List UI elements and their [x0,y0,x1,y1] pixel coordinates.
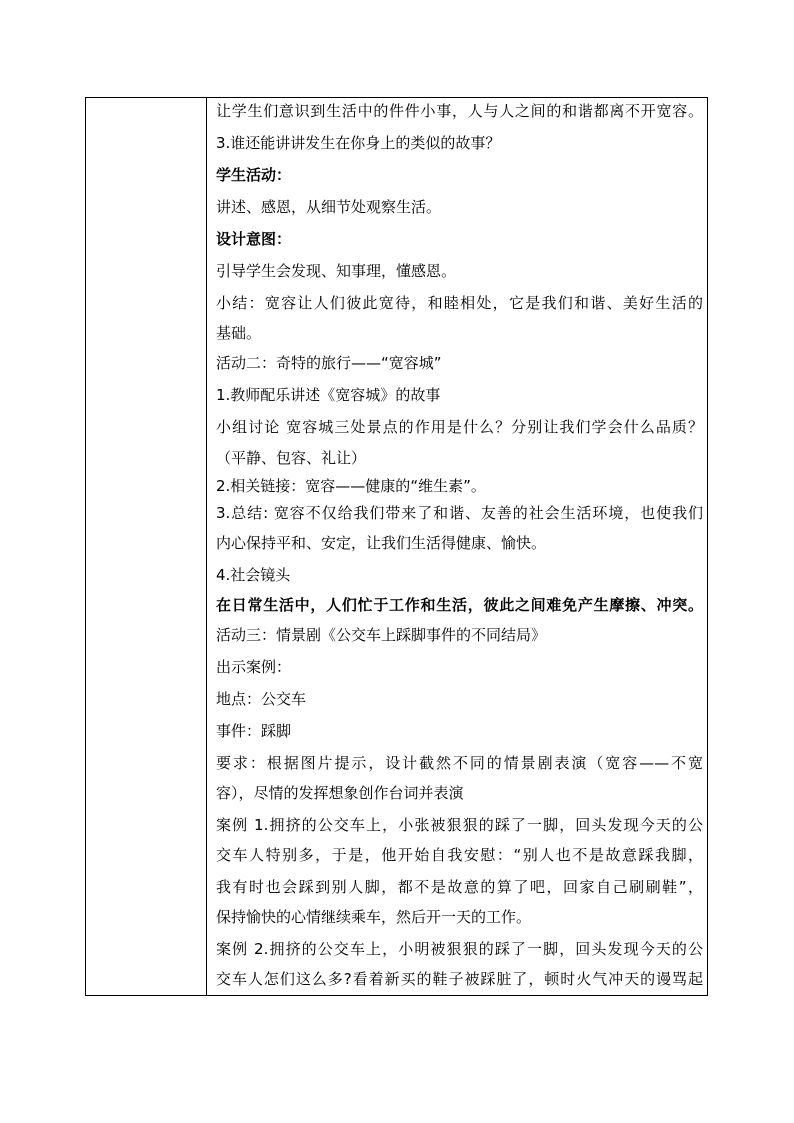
section-heading: 学生活动： [216,166,292,184]
lesson-table [85,97,708,996]
text-line: 要求：根据图片提示，设计截然不同的情景剧表演（宽容——不宽 [216,754,703,772]
section-heading: 设计意图： [216,230,292,248]
text-line: 内心保持平和、安定，让我们生活得健康、愉快。 [216,534,547,552]
text-line: 让学生们意识到生活中的件件小事，人与人之间的和谐都离不开宽容。 [216,102,703,120]
text-line: 4.社会镜头 [216,566,291,584]
text-line: （平静、包容、礼让） [216,449,367,467]
text-line: 出示案例： [216,658,292,676]
text-line: 案例 1.拥挤的公交车上，小张被狠狠的踩了一脚，回头发现今天的公 [216,816,703,834]
text-line: 3.总结: 宽容不仅给我们带来了和谐、友善的社会生活环境，也使我们 [216,504,703,522]
text-line: 活动二：奇特的旅行——“宽容城” [216,354,442,372]
text-line: 小结：宽容让人们彼此宽待，和睦相处，它是我们和谐、美好生活的 [216,294,703,312]
text-line: 1.教师配乐讲述《宽容城》的故事 [216,386,441,404]
emphasis-line: 在日常生活中，人们忙于工作和生活，彼此之间难免产生摩擦、冲突。 [216,596,703,614]
text-line: 交车人特别多，于是，他开始自我安慰：“别人也不是故意踩我脚， [216,846,703,864]
left-column-cell [86,98,207,995]
text-line: 容），尽情的发挥想象创作台词并表演 [216,784,464,802]
text-line: 案例 2.拥挤的公交车上，小明被狠狠的踩了一脚，回头发现今天的公 [216,940,703,958]
text-line: 保持愉快的心情继续乘车，然后开一天的工作。 [216,908,532,926]
text-line: 交车人怎们这么多?看着新买的鞋子被踩脏了，顿时火气冲天的谩骂起 [216,970,703,988]
text-line: 基础。 [216,324,262,342]
text-line: 3.谁还能讲讲发生在你身上的类似的故事？ [216,134,501,152]
text-line: 活动三：情景剧《公交车上踩脚事件的不同结局》 [216,626,547,644]
text-line: 引导学生会发现、知事理，懂感恩。 [216,262,457,280]
text-line: 小组讨论 宽容城三处景点的作用是什么？分别让我们学会什么品质？ [216,418,703,436]
text-line: 讲述、感恩，从细节处观察生活。 [216,198,442,216]
text-line: 我有时也会踩到别人脚，都不是故意的算了吧，回家自己刷刷鞋”， [216,878,703,896]
text-line: 事件：踩脚 [216,722,292,740]
text-line: 2.相关链接：宽容——健康的“维生素”。 [216,477,486,495]
text-line: 地点：公交车 [216,690,307,708]
content-cell [208,98,707,995]
